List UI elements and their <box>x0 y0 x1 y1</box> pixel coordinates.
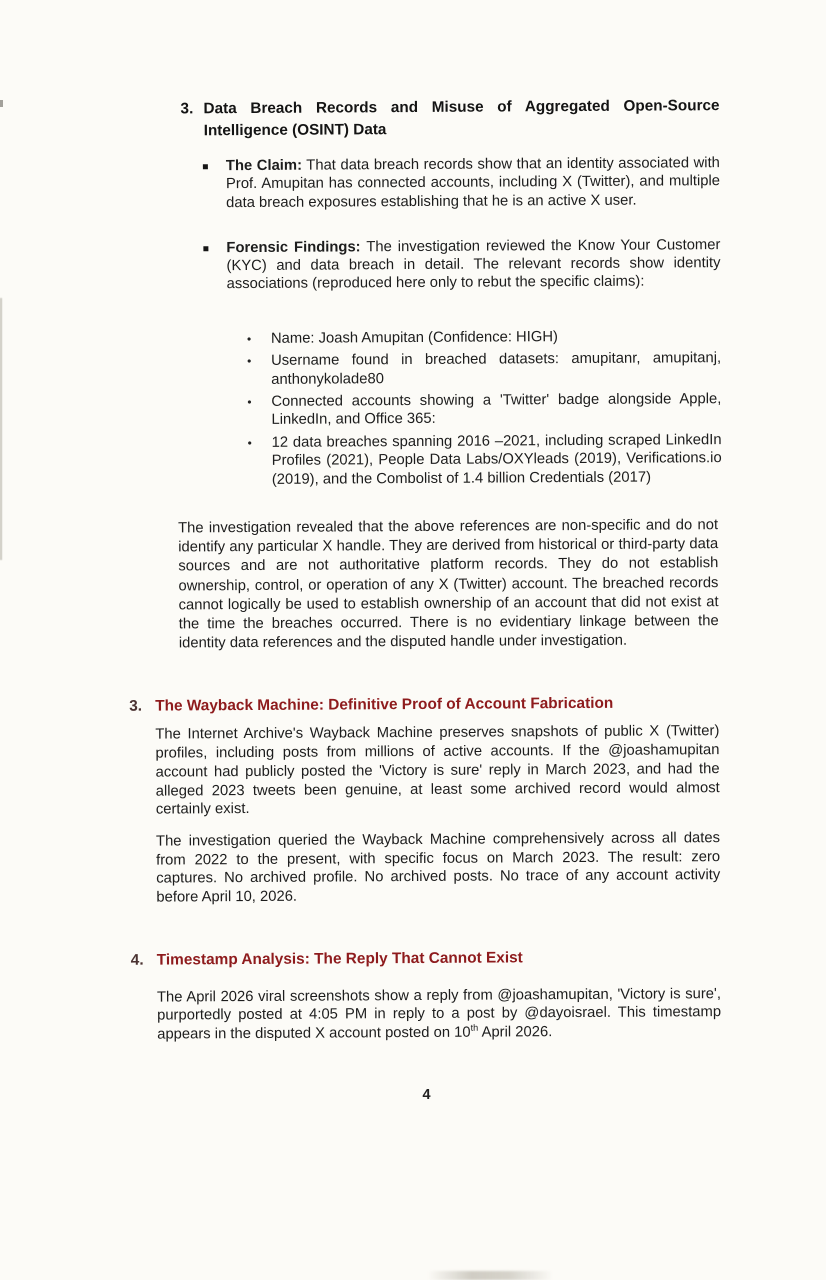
osint-closing-paragraph: The investigation revealed that the above references are non-specific and do not identify any particular X handle. They are derived from historical or third-party data sources and are not authoritative platform records. They do not establish ownership, control, or operation of any X (Twitter) account. The breached records cannot logically be used to establish ownership of an account that did not exist at the time the breaches occurred. There is no evidentiary linkage between the identity data references and the disputed handle under investigation. <box>178 517 719 652</box>
claim-bullet <box>203 154 720 212</box>
identity-item-text: Connected accounts showing a 'Twitter' badge alongside Apple, LinkedIn, and Office 365: <box>271 391 722 429</box>
wayback-paragraph-1: The Internet Archive's Wayback Machine preserves snapshots of public X (Twitter) profiles, including posts from millions of active accounts. If the @joashamupitan account had publicly posted the 'Victory is sure' reply in March 2023, and had the alleged 2023 tweets been genuine, at least some archived record would almost certainly exist. <box>155 723 720 818</box>
square-bullet-icon <box>203 246 208 251</box>
identity-item-text: Name: Joash Amupitan (Confidence: HIGH) <box>270 328 559 347</box>
wayback-section-number: 3. <box>129 698 143 716</box>
page-number: 4 <box>422 1086 431 1103</box>
findings-body: The investigation reviewed the Know Your Customer (KYC) and data breach in detail. The relevant records show identity associations (reproduced here only to rebut the specific claims): <box>226 237 721 293</box>
list-item <box>247 390 721 430</box>
findings-label: Forensic Findings: <box>226 239 361 257</box>
dot-bullet-icon: • <box>247 354 252 369</box>
section-wayback <box>129 693 720 908</box>
identity-item-text: 12 data breaches spanning 2016 –2021, including scraped LinkedIn Profiles (2021), People Data Labs/OXYleads (2019), Verifications.io (2019), and the Combolist of 1.4 billion Credentials (2017) <box>271 431 722 488</box>
timestamp-section-title: Timestamp Analysis: The Reply That Cannot Exist <box>156 949 523 969</box>
timestamp-paragraph-end: April 2026. <box>478 1024 553 1041</box>
osint-section-title: Data Breach Records and Misuse of Aggregated Open-Source Intelligence (OSINT) Data <box>203 97 720 139</box>
findings-text <box>226 236 720 294</box>
wayback-heading <box>129 693 719 718</box>
dot-bullet-icon: • <box>247 435 252 450</box>
wayback-paragraph-2: The investigation queried the Wayback Machine comprehensively across all dates from 2022 to the present, with specific focus on March 2023. The result: zero captures. No archived profile. No archived posts. No trace of any account activity before April 10, 2026. <box>155 830 721 906</box>
claim-label: The Claim: <box>225 157 303 175</box>
claim-body: That data breach records show that an identity associated with Prof. Amupitan has connected accounts, including X (Twitter), and multiple data breach exposures establishing that he is an active X user. <box>225 155 721 211</box>
list-item <box>247 327 721 348</box>
dot-bullet-icon: • <box>247 394 252 410</box>
list-item <box>248 431 722 489</box>
osint-heading <box>180 95 719 141</box>
claim-text <box>226 154 720 212</box>
findings-bullet <box>203 236 720 294</box>
dot-bullet-icon: • <box>246 331 252 346</box>
scan-edge-artifact <box>0 298 2 560</box>
timestamp-paragraph <box>157 985 721 1045</box>
timestamp-paragraph-start: The April 2026 viral screenshots show a reply from @joashamupitan, 'Victory is sure', purportedly posted at 4:05 PM in reply to a post by @dayoisrael. This timestamp appears in the disputed X account posted on 10 <box>156 985 722 1043</box>
ordinal-superscript: th <box>470 1022 479 1033</box>
identity-item-text: Username found in breached datasets: amupitanr, amupitanj, anthonykolade80 <box>271 350 722 388</box>
identity-association-list <box>247 327 722 489</box>
scan-edge-speck <box>0 100 3 107</box>
osint-bullet-list <box>203 154 722 489</box>
osint-section-number: 3. <box>180 100 194 118</box>
square-bullet-icon <box>203 164 208 169</box>
timestamp-heading <box>131 946 721 971</box>
timestamp-section-number: 4. <box>130 951 144 969</box>
list-item <box>247 349 721 389</box>
scan-bottom-smudge <box>428 1271 553 1280</box>
wayback-section-title: The Wayback Machine: Definitive Proof of Account Fabrication <box>155 695 614 716</box>
section-timestamp <box>131 946 722 1045</box>
section-osint <box>180 95 722 654</box>
